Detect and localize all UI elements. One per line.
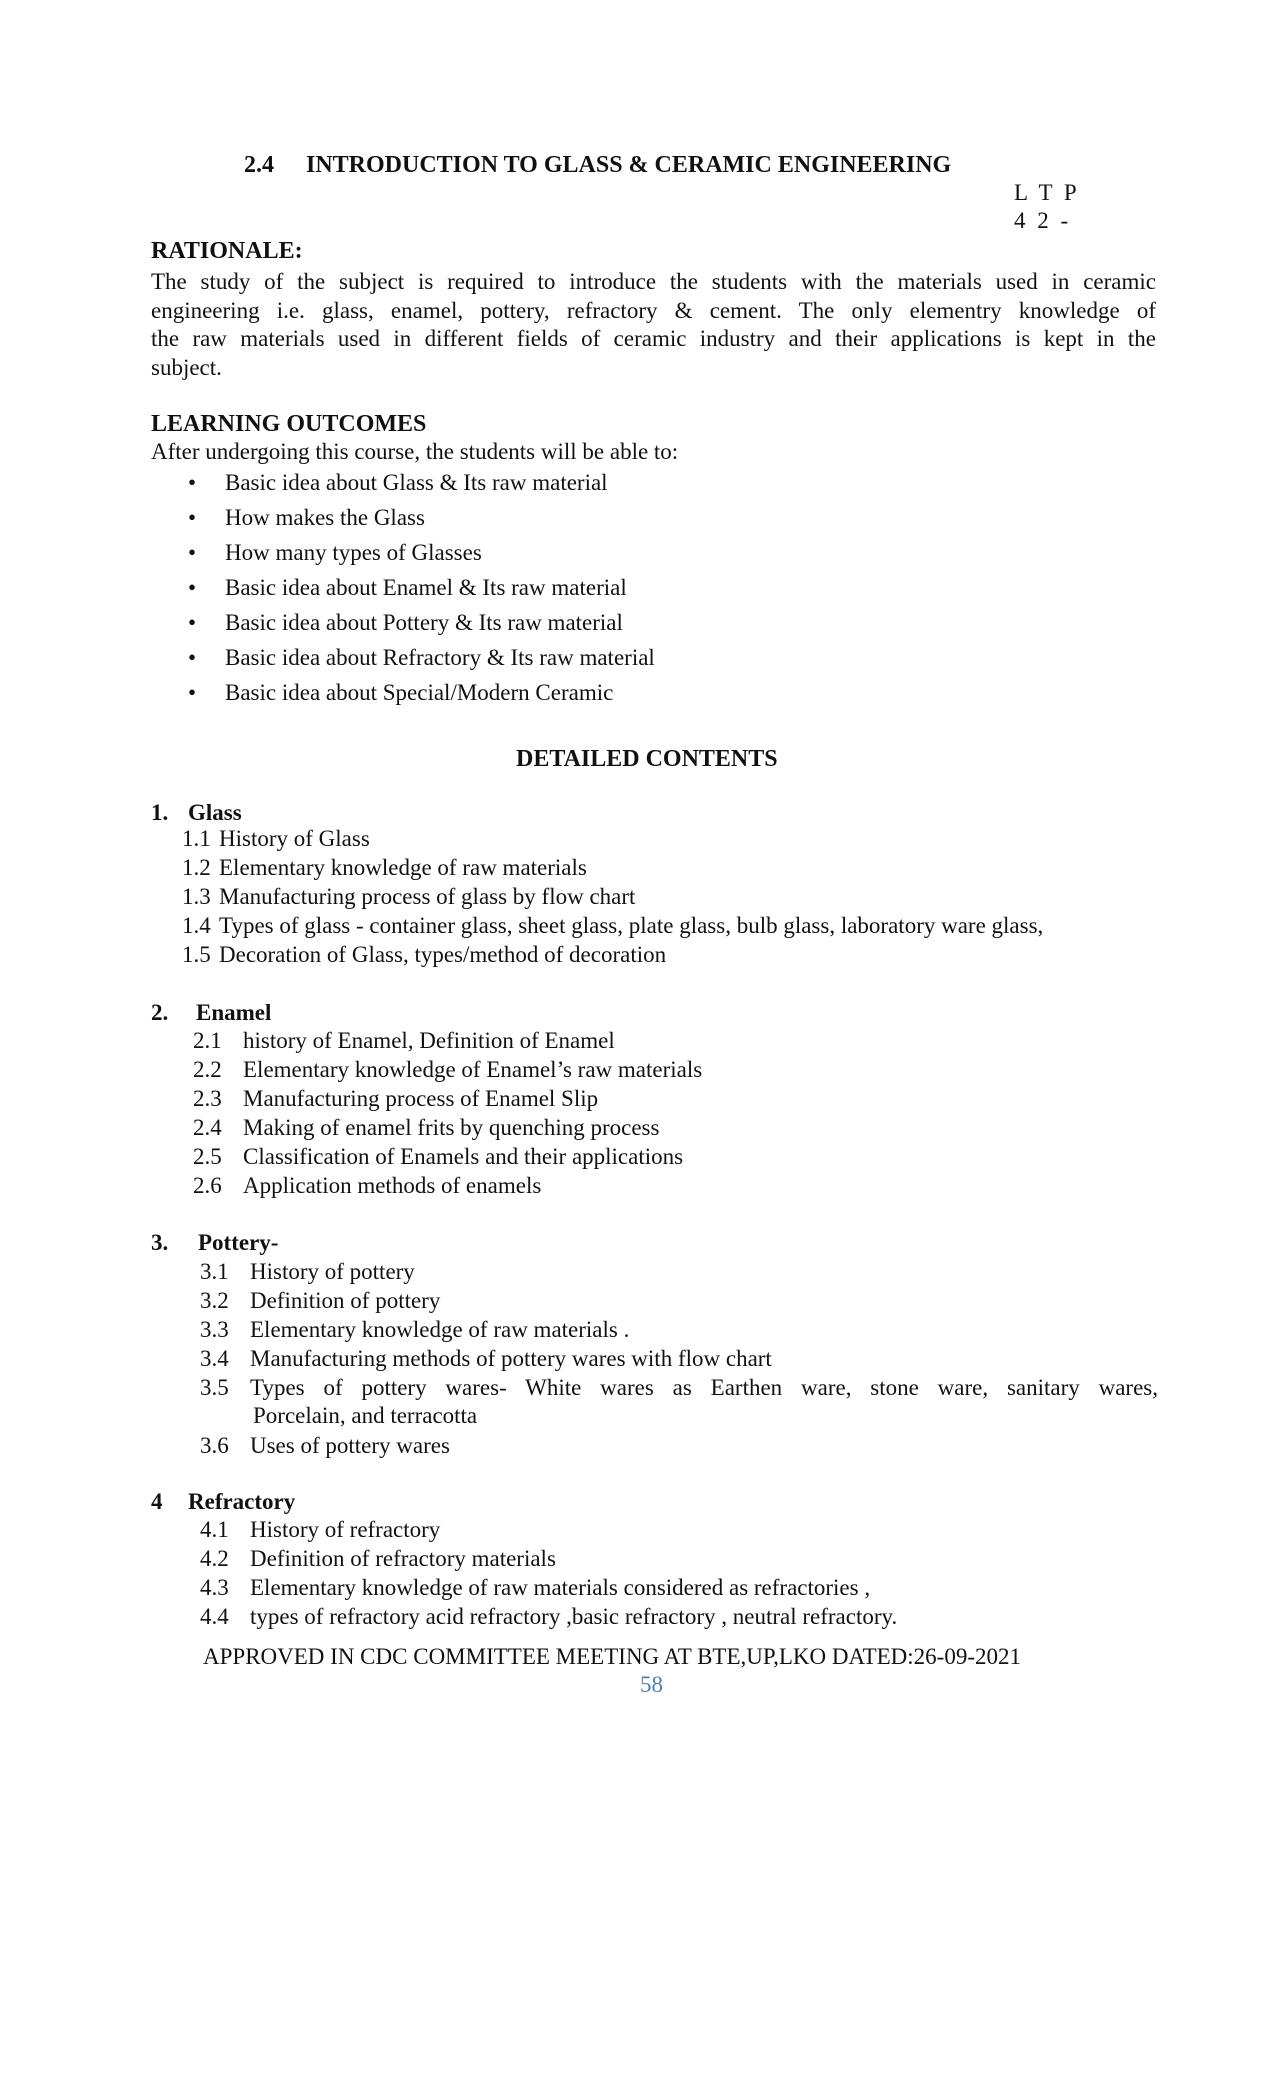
section-title: Glass [188, 800, 242, 825]
content-item [182, 913, 1043, 939]
item-text-continuation: Porcelain, and terracotta [253, 1403, 478, 1428]
item-number: 1.1 [182, 826, 211, 851]
content-item [182, 942, 666, 968]
bullet-icon: • [188, 645, 197, 670]
content-item [200, 1517, 440, 1543]
learning-outcomes-intro: After undergoing this course, the students will be able to: [151, 439, 679, 464]
bullet-icon: • [188, 470, 197, 495]
course-title [244, 152, 951, 179]
learning-outcome-item [188, 680, 613, 706]
item-number: 1.3 [182, 884, 211, 909]
content-item [200, 1346, 772, 1372]
section-heading [151, 1000, 271, 1026]
item-number: 1.5 [182, 942, 211, 967]
section-number: 2. [151, 1000, 169, 1025]
item-text: Classification of Enamels and their applications [243, 1144, 684, 1169]
content-item [182, 826, 370, 852]
learning-outcome-text: Basic idea about Refractory & Its raw material [225, 645, 655, 670]
item-number: 3.3 [200, 1317, 229, 1342]
item-text: History of pottery [250, 1259, 415, 1284]
bullet-icon: • [188, 680, 197, 705]
learning-outcome-text: Basic idea about Glass & Its raw material [225, 470, 608, 495]
section-heading [151, 800, 242, 826]
learning-outcome-text: How makes the Glass [225, 505, 425, 530]
content-item [193, 1028, 615, 1054]
item-text: Definition of pottery [250, 1288, 441, 1313]
content-item [193, 1057, 702, 1083]
bullet-icon: • [188, 575, 197, 600]
item-number: 4.4 [200, 1604, 229, 1629]
content-item [200, 1575, 870, 1601]
course-title-text: INTRODUCTION TO GLASS & CERAMIC ENGINEERING [306, 152, 952, 178]
item-number: 2.4 [193, 1115, 222, 1140]
section-heading [151, 1230, 278, 1256]
item-number: 3.2 [200, 1288, 229, 1313]
content-item [182, 884, 635, 910]
item-text: Elementary knowledge of raw materials [219, 855, 587, 880]
item-text: Manufacturing process of glass by flow chart [219, 884, 636, 909]
item-text: history of Enamel, Definition of Enamel [243, 1028, 615, 1053]
item-text: Definition of refractory materials [250, 1546, 556, 1571]
item-number: 2.5 [193, 1144, 222, 1169]
section-heading [151, 1489, 295, 1515]
learning-outcome-item [188, 470, 608, 496]
bullet-icon: • [188, 610, 197, 635]
learning-outcome-text: Basic idea about Pottery & Its raw material [225, 610, 623, 635]
item-text: Elementary knowledge of raw materials . [250, 1317, 630, 1342]
bullet-icon: • [188, 540, 197, 565]
learning-outcome-item [188, 505, 425, 531]
item-text: History of refractory [250, 1517, 441, 1542]
learning-outcomes-heading: LEARNING OUTCOMES [151, 411, 427, 437]
section-number: 3. [151, 1230, 169, 1255]
item-number: 3.6 [200, 1433, 229, 1458]
section-title: Pottery- [198, 1230, 279, 1255]
rationale-line: engineering i.e. glass, enamel, pottery, refractory & cement. The only elementry knowledge of [151, 297, 1156, 323]
item-number: 2.6 [193, 1173, 222, 1198]
item-text: types of refractory acid refractory ,basic refractory , neutral refractory. [250, 1604, 898, 1629]
content-item [193, 1173, 541, 1199]
section-title: Enamel [196, 1000, 272, 1025]
content-item [200, 1433, 450, 1459]
page-number: 58 [640, 1672, 663, 1697]
item-number: 3.5 [200, 1375, 229, 1400]
item-text: History of Glass [219, 826, 370, 851]
item-text: Manufacturing process of Enamel Slip [243, 1086, 599, 1111]
item-text: Decoration of Glass, types/method of decoration [219, 942, 667, 967]
content-item [193, 1086, 598, 1112]
item-number: 4.2 [200, 1546, 229, 1571]
item-text: Elementary knowledge of raw materials considered as refractories , [250, 1575, 871, 1600]
learning-outcome-text: Basic idea about Special/Modern Ceramic [225, 680, 614, 705]
content-item [200, 1317, 629, 1343]
content-item [200, 1375, 1158, 1401]
learning-outcome-text: Basic idea about Enamel & Its raw material [225, 575, 627, 600]
content-item [200, 1604, 897, 1630]
rationale-line: The study of the subject is required to introduce the students with the materials used in ceramic [151, 269, 1156, 294]
content-item [200, 1259, 415, 1285]
item-number: 3.4 [200, 1346, 229, 1371]
item-number: 3.1 [200, 1259, 229, 1284]
item-text: Elementary knowledge of Enamel’s raw materials [243, 1057, 703, 1082]
learning-outcome-text: How many types of Glasses [225, 540, 482, 565]
ltp-values: 4 2 - [1014, 208, 1069, 233]
item-text: Types of pottery wares- White wares as Earthen ware, stone ware, sanitary wares, [250, 1375, 1158, 1400]
content-item [193, 1144, 683, 1170]
item-number: 2.3 [193, 1086, 222, 1111]
item-number: 4.1 [200, 1517, 229, 1542]
ltp-labels: L T P [1014, 180, 1077, 205]
rationale-line: subject. [151, 354, 222, 380]
item-number: 4.3 [200, 1575, 229, 1600]
detailed-contents-heading: DETAILED CONTENTS [516, 746, 778, 772]
rationale-heading: RATIONALE: [151, 238, 303, 264]
content-item [193, 1115, 659, 1141]
item-text: Uses of pottery wares [250, 1433, 450, 1458]
item-text: Manufacturing methods of pottery wares with flow chart [250, 1346, 772, 1371]
rationale-line: the raw materials used in different fields of ceramic industry and their applications is kept in the [151, 326, 1156, 351]
item-number: 2.2 [193, 1057, 222, 1082]
rationale-paragraph [151, 268, 1156, 382]
course-number: 2.4 [244, 152, 274, 178]
item-text: Application methods of enamels [243, 1173, 542, 1198]
section-number: 4 [151, 1489, 163, 1514]
learning-outcome-item [188, 575, 627, 601]
section-number: 1. [151, 800, 169, 825]
item-text: Types of glass - container glass, sheet glass, plate glass, bulb glass, laboratory ware glass, [219, 913, 1044, 938]
learning-outcome-item [188, 610, 623, 636]
section-title: Refractory [188, 1489, 296, 1514]
content-item [182, 855, 587, 881]
item-number: 1.4 [182, 913, 211, 938]
content-item [200, 1546, 556, 1572]
item-number: 2.1 [193, 1028, 222, 1053]
item-number: 1.2 [182, 855, 211, 880]
learning-outcome-item [188, 540, 482, 566]
learning-outcome-item [188, 645, 655, 671]
content-item [200, 1288, 440, 1314]
bullet-icon: • [188, 505, 197, 530]
approval-footer: APPROVED IN CDC COMMITTEE MEETING AT BTE,UP,LKO DATED:26-09-2021 [203, 1644, 1021, 1669]
item-text: Making of enamel frits by quenching process [243, 1115, 660, 1140]
